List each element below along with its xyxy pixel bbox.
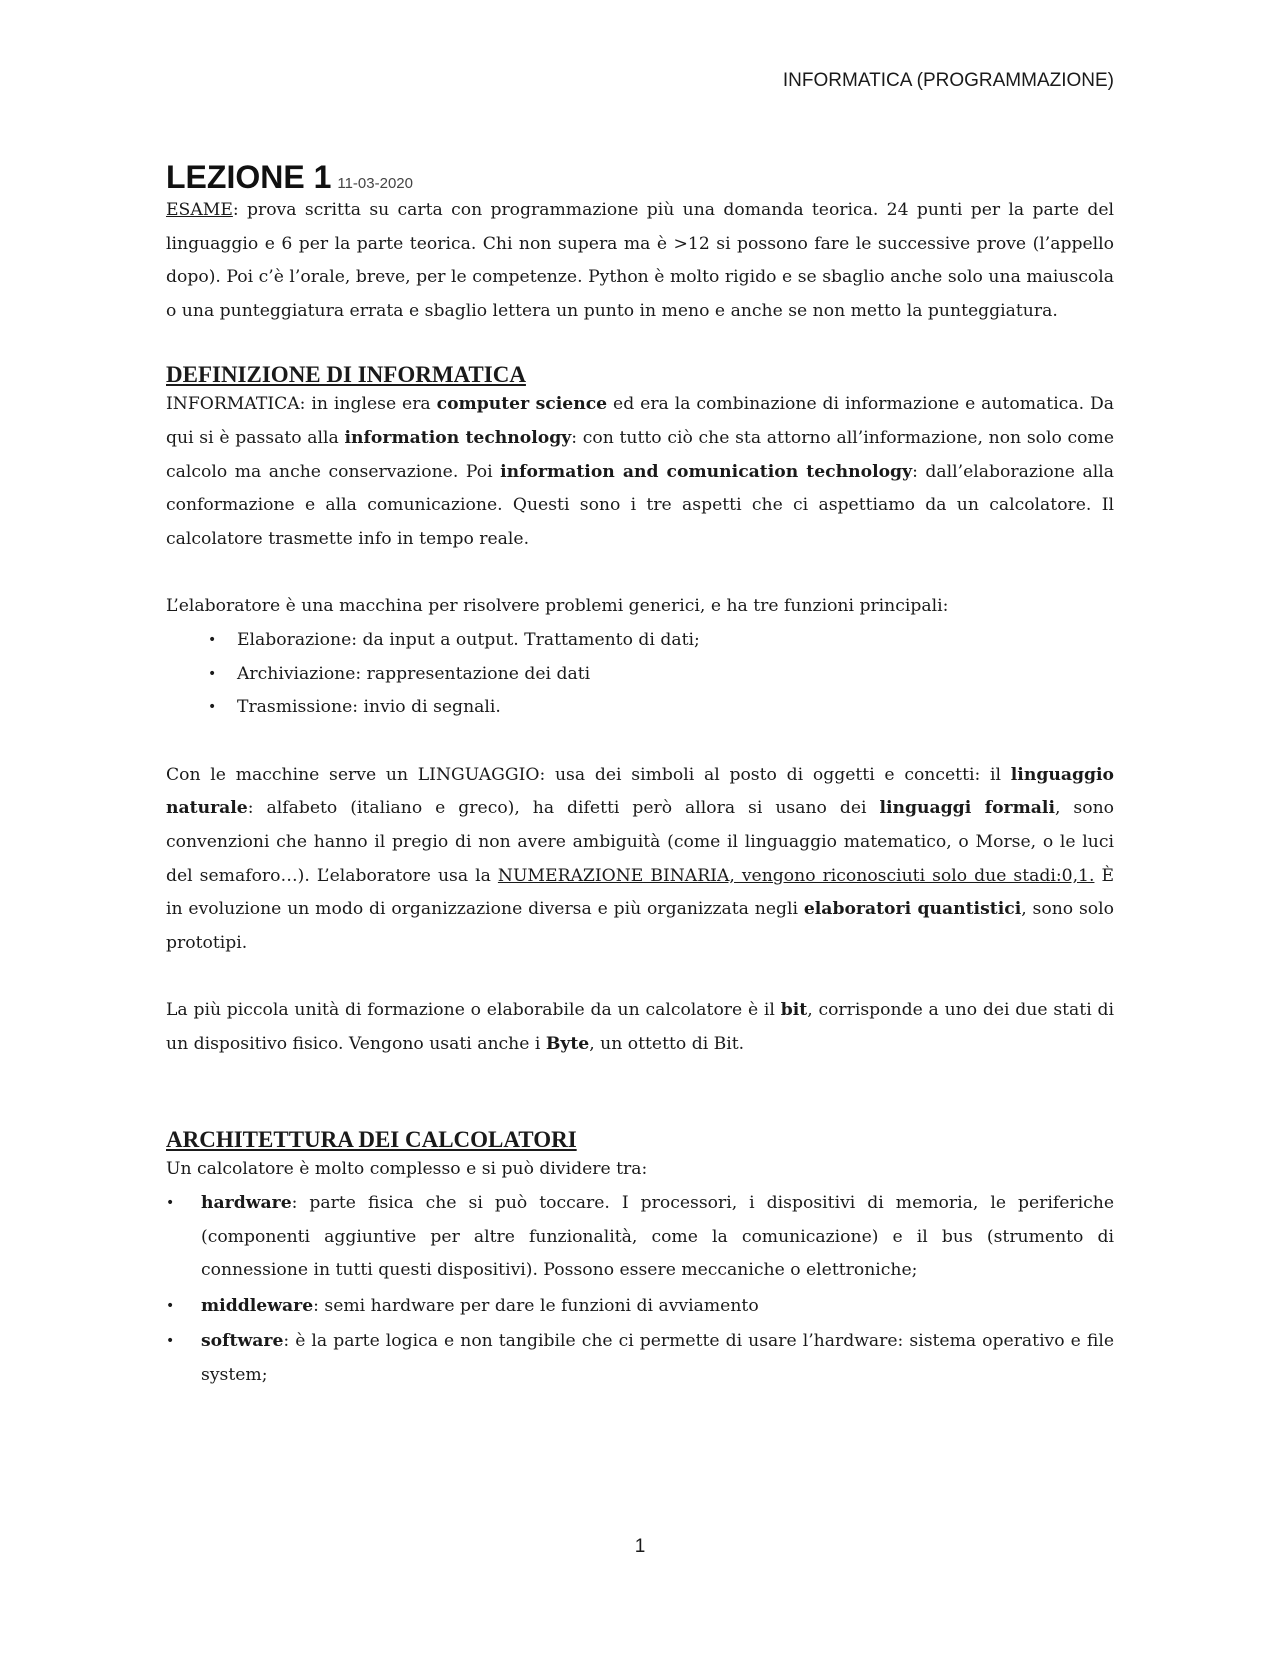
list-item [166, 1290, 1114, 1324]
list-item [166, 1325, 1114, 1392]
list-item-text: Elaborazione: da input a output. Trattamento di dati; [237, 629, 700, 650]
spacer [166, 1061, 1114, 1127]
list-item [166, 691, 1114, 725]
bullet-icon: • [208, 665, 217, 682]
bullet-icon: • [166, 1195, 175, 1212]
bold-term: information technology [344, 427, 572, 448]
section-title-definition: DEFINIZIONE DI INFORMATICA [166, 362, 526, 388]
page-number: 1 [634, 1536, 646, 1557]
bold-term: information and comunication technology [500, 461, 913, 482]
list-item-text: : parte fisica che si può toccare. I processori, i dispositivi di memoria, le periferiche (componenti aggiuntive per altre funzionalità, come la comunicazione) e il bus (strumento di connessione in tutti questi dispositivi). Possono essere meccaniche o elettroniche; [201, 1193, 1114, 1281]
bullet-icon: • [166, 1333, 175, 1350]
text-run: , sono convenzioni che hanno il pregio di non avere ambiguità (come il linguaggio matematico, o Morse, o le luci del semaforo…). L’elaboratore usa la [166, 798, 1115, 886]
list-item-text: Archiviazione: rappresentazione dei dati [237, 663, 591, 684]
text-run: , un ottetto di Bit. [589, 1033, 745, 1054]
list-item-text: Trasmissione: invio di segnali. [237, 697, 501, 718]
spacer [166, 556, 1114, 590]
text-run: : con tutto ciò che sta attorno all’informazione, non solo come calcolo ma anche conservazione. Poi [166, 427, 1114, 482]
page-content [166, 160, 1114, 1395]
definition-paragraph-3 [166, 759, 1114, 961]
bold-term: software [201, 1331, 284, 1352]
list-item-text: : è la parte logica e non tangibile che ci permette di usare l’hardware: sistema operativo e file system; [201, 1331, 1114, 1386]
bold-term: elaboratori quantistici [803, 899, 1022, 920]
architecture-list [166, 1187, 1114, 1393]
definition-paragraph-4 [166, 994, 1114, 1061]
text-run: , corrisponde a uno dei due stati di un dispositivo fisico. Vengono usati anche i [166, 1000, 1114, 1054]
bullet-icon: • [208, 631, 217, 648]
exam-paragraph [166, 194, 1114, 328]
text-run: Con le macchine serve un LINGUAGGIO: usa dei simboli al posto di oggetti e concetti: il [166, 764, 1011, 785]
architecture-intro: Un calcolatore è molto complesso e si può dividere tra: [166, 1159, 648, 1180]
section-title-architecture: ARCHITETTURA DEI CALCOLATORI [166, 1127, 577, 1153]
bold-term: bit [780, 1000, 808, 1021]
text-run: La più piccola unità di formazione o elaborabile da un calcolatore è il [166, 1000, 781, 1021]
definition-paragraph-2: L’elaboratore è una macchina per risolvere problemi generici, e ha tre funzioni principali: [166, 596, 949, 617]
bullet-icon: • [208, 699, 217, 716]
exam-text: : prova scritta su carta con programmazione più una domanda teorica. 24 punti per la parte del linguaggio e 6 per la parte teorica. Chi non supera ma è >12 si possono fare le successive prove (l’appello dopo). Poi c’è l’orale, breve, per le competenze. Python è molto rigido e se sbaglio anche solo una maiuscola o una punteggiatura errata e sbaglio lettera un punto in meno e anche se non metto la punteggiatura. [166, 200, 1114, 321]
bold-term: middleware [201, 1295, 314, 1316]
list-item [166, 658, 1114, 692]
text-run: : alfabeto (italiano e greco), ha difetti però allora si usano dei [247, 798, 880, 819]
functions-list [166, 624, 1114, 725]
text-run: : dall’elaborazione alla conformazione e alla comunicazione. Questi sono i tre aspetti che ci aspettiamo da un calcolatore. Il calcolatore trasmette info in tempo reale. [166, 461, 1114, 549]
bullet-icon: • [166, 1297, 175, 1314]
underlined-text: NUMERAZIONE BINARIA, vengono riconosciuti solo due stadi:0,1. [497, 865, 1095, 886]
spacer [166, 960, 1114, 994]
running-header: INFORMATICA (PROGRAMMAZIONE) [782, 70, 1114, 91]
definition-paragraph-1 [166, 388, 1114, 556]
text-run: , sono solo prototipi. [166, 899, 1114, 953]
list-item [166, 1187, 1114, 1288]
list-item-text: : semi hardware per dare le funzioni di avviamento [313, 1295, 759, 1316]
bold-term: Byte [545, 1033, 590, 1054]
lesson-date: 11-03-2020 [337, 175, 413, 192]
text-run: ed era la combinazione di informazione e automatica. Da qui si è passato alla [166, 394, 1114, 448]
lesson-title: LEZIONE 1 [166, 159, 332, 195]
exam-label: ESAME [166, 200, 233, 220]
bold-term: linguaggi formali [879, 798, 1055, 819]
spacer [166, 328, 1114, 362]
bold-term: computer science [436, 394, 608, 415]
bold-term: linguaggio naturale [166, 764, 1114, 819]
spacer [166, 725, 1114, 759]
bold-term: hardware [201, 1193, 292, 1214]
list-item [166, 624, 1114, 658]
text-run: È in evoluzione un modo di organizzazione diversa e più organizzata negli [166, 865, 1114, 920]
lesson-heading [166, 160, 1114, 194]
text-run: INFORMATICA: in inglese era [166, 394, 437, 415]
